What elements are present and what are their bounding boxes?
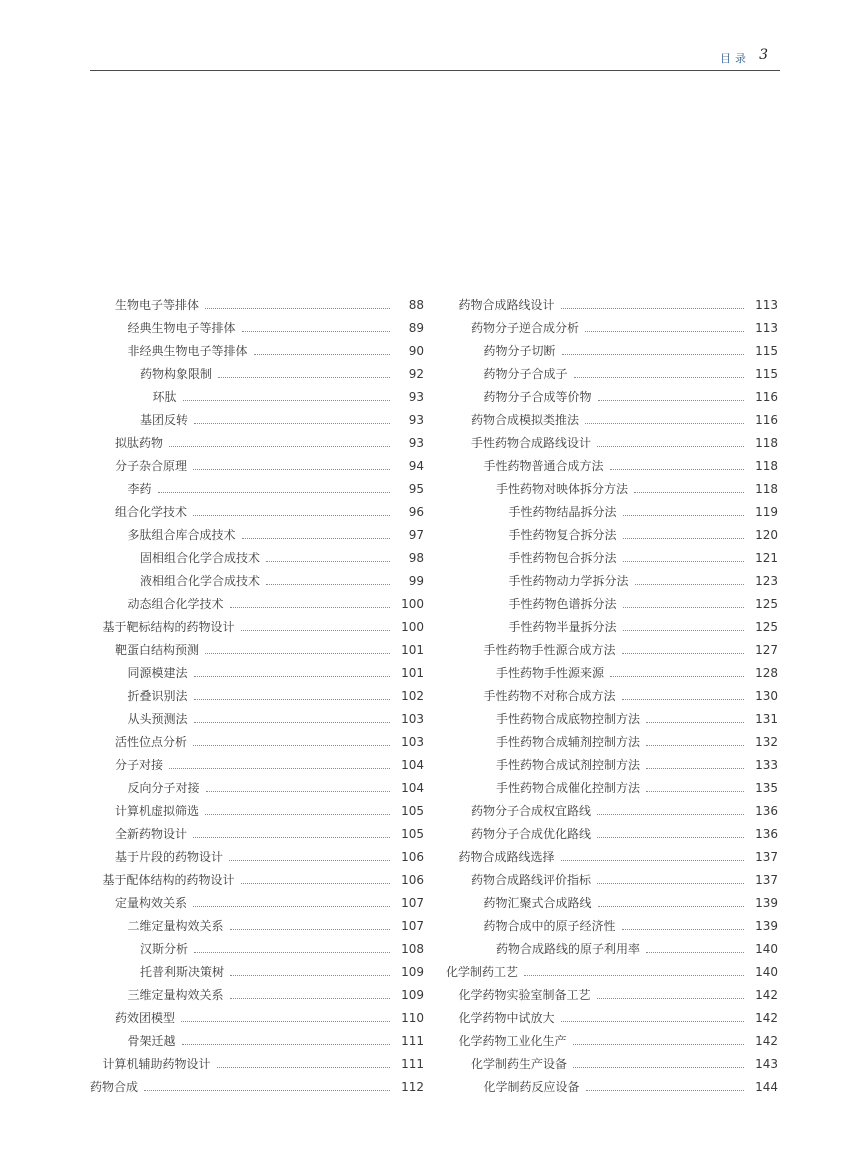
toc-entry xyxy=(446,340,778,363)
toc-entry-title: 药物分子合成等价物 xyxy=(483,390,592,404)
toc-entry xyxy=(446,1053,778,1076)
toc-dot-leader xyxy=(194,699,390,700)
toc-dot-leader xyxy=(623,561,744,562)
toc-entry-page: 121 xyxy=(755,551,778,565)
toc-entry xyxy=(90,662,424,685)
toc-entry xyxy=(446,501,778,524)
toc-entry-page: 112 xyxy=(401,1080,424,1094)
toc-entry xyxy=(90,708,424,731)
toc-dot-leader xyxy=(194,423,390,424)
toc-entry xyxy=(90,915,424,938)
toc-entry-title: 手性药物包合拆分法 xyxy=(508,551,617,565)
toc-entry-title: 折叠识别法 xyxy=(127,689,188,703)
toc-entry xyxy=(90,639,424,662)
toc-entry-title: 全新药物设计 xyxy=(115,827,188,841)
toc-dot-leader xyxy=(193,469,390,470)
toc-dot-leader xyxy=(597,998,744,999)
toc-entry-title: 液相组合化学合成技术 xyxy=(140,574,261,588)
toc-entry-title: 药物合成路线的原子利用率 xyxy=(496,942,641,956)
toc-dot-leader xyxy=(194,952,390,953)
toc-column-right xyxy=(446,294,778,1099)
toc-entry-title: 生物电子等排体 xyxy=(115,298,200,312)
toc-entry-page: 142 xyxy=(755,988,778,1002)
toc-entry-title: 手性药物对映体拆分方法 xyxy=(496,482,629,496)
toc-entry xyxy=(90,547,424,570)
header-page-number: 3 xyxy=(759,47,768,63)
toc-dot-leader xyxy=(634,492,744,493)
toc-entry-title: 手性药物普通合成方法 xyxy=(483,459,604,473)
toc-entry-title: 手性药物不对称合成方法 xyxy=(483,689,616,703)
toc-dot-leader xyxy=(597,883,744,884)
toc-entry-page: 142 xyxy=(755,1034,778,1048)
toc-entry-page: 118 xyxy=(755,459,778,473)
toc-entry-page: 118 xyxy=(755,482,778,496)
toc-entry-page: 93 xyxy=(408,390,424,404)
toc-entry-title: 手性药物结晶拆分法 xyxy=(508,505,617,519)
toc-entry xyxy=(446,432,778,455)
toc-entry-title: 手性药物复合拆分法 xyxy=(508,528,617,542)
toc-entry-title: 药物分子合成权宜路线 xyxy=(471,804,592,818)
toc-entry-title: 手性药物动力学拆分法 xyxy=(508,574,629,588)
toc-entry-page: 93 xyxy=(408,436,424,450)
toc-dot-leader xyxy=(585,423,744,424)
toc-dot-leader xyxy=(598,906,744,907)
toc-entry xyxy=(90,938,424,961)
toc-entry-page: 95 xyxy=(408,482,424,496)
toc-dot-leader xyxy=(573,1067,744,1068)
toc-entry xyxy=(446,294,778,317)
toc-entry-title: 定量构效关系 xyxy=(115,896,188,910)
toc-entry xyxy=(90,731,424,754)
toc-entry xyxy=(446,409,778,432)
toc-entry xyxy=(446,915,778,938)
toc-entry-title: 药物分子合成子 xyxy=(483,367,568,381)
toc-dot-leader xyxy=(562,354,744,355)
toc-entry xyxy=(446,570,778,593)
toc-dot-leader xyxy=(169,768,390,769)
toc-entry-page: 115 xyxy=(755,367,778,381)
toc-entry xyxy=(90,800,424,823)
toc-entry-page: 101 xyxy=(401,666,424,680)
toc-dot-leader xyxy=(218,377,390,378)
toc-entry-page: 144 xyxy=(755,1080,778,1094)
toc-entry xyxy=(446,777,778,800)
toc-entry xyxy=(446,524,778,547)
toc-dot-leader xyxy=(622,929,744,930)
toc-entry-page: 101 xyxy=(401,643,424,657)
toc-dot-leader xyxy=(623,607,744,608)
toc-entry-page: 120 xyxy=(755,528,778,542)
toc-entry-title: 计算机虚拟筛选 xyxy=(115,804,200,818)
toc-entry-page: 105 xyxy=(401,804,424,818)
toc-entry-title: 反向分子对接 xyxy=(127,781,200,795)
toc-dot-leader xyxy=(585,331,744,332)
toc-entry-page: 136 xyxy=(755,827,778,841)
toc-dot-leader xyxy=(622,699,744,700)
toc-entry xyxy=(90,294,424,317)
toc-entry xyxy=(90,846,424,869)
toc-entry-title: 活性位点分析 xyxy=(115,735,188,749)
toc-entry-title: 药物构象限制 xyxy=(140,367,213,381)
toc-dot-leader xyxy=(646,722,744,723)
toc-dot-leader xyxy=(623,630,744,631)
toc-entry-title: 靶蛋白结构预测 xyxy=(115,643,200,657)
toc-entry xyxy=(90,386,424,409)
toc-entry-title: 分子杂合原理 xyxy=(115,459,188,473)
toc-entry-title: 手性药物合成催化控制方法 xyxy=(496,781,641,795)
toc-entry-page: 118 xyxy=(755,436,778,450)
toc-dot-leader xyxy=(193,906,390,907)
toc-entry-title: 基于片段的药物设计 xyxy=(115,850,224,864)
running-header xyxy=(90,44,780,71)
toc-entry-page: 133 xyxy=(755,758,778,772)
toc-entry-title: 药物合成路线选择 xyxy=(458,850,555,864)
toc-entry xyxy=(90,869,424,892)
toc-entry-page: 127 xyxy=(755,643,778,657)
toc-entry-title: 手性药物半量拆分法 xyxy=(508,620,617,634)
toc-entry-title: 二维定量构效关系 xyxy=(127,919,224,933)
toc-dot-leader xyxy=(524,975,744,976)
toc-entry-page: 128 xyxy=(755,666,778,680)
toc-entry-page: 106 xyxy=(401,850,424,864)
toc-entry xyxy=(90,478,424,501)
toc-dot-leader xyxy=(586,1090,744,1091)
toc-entry xyxy=(446,547,778,570)
toc-dot-leader xyxy=(230,975,390,976)
toc-dot-leader xyxy=(206,791,390,792)
toc-entry-title: 动态组合化学技术 xyxy=(127,597,224,611)
toc-entry-title: 三维定量构效关系 xyxy=(127,988,224,1002)
toc-dot-leader xyxy=(597,814,744,815)
toc-entry-title: 化学药物工业化生产 xyxy=(458,1034,567,1048)
toc-entry-title: 药物合成路线评价指标 xyxy=(471,873,592,887)
toc-entry xyxy=(446,938,778,961)
toc-entry-page: 108 xyxy=(401,942,424,956)
toc-dot-leader xyxy=(635,584,744,585)
toc-entry-title: 基于靶标结构的药物设计 xyxy=(102,620,235,634)
toc-entry xyxy=(90,317,424,340)
toc-dot-leader xyxy=(242,538,390,539)
toc-entry-title: 非经典生物电子等排体 xyxy=(127,344,248,358)
toc-dot-leader xyxy=(646,745,744,746)
toc-entry-title: 环肽 xyxy=(152,390,177,404)
toc-entry xyxy=(90,340,424,363)
toc-entry-title: 药物分子逆合成分析 xyxy=(471,321,580,335)
toc-entry-page: 102 xyxy=(401,689,424,703)
toc-entry-page: 99 xyxy=(408,574,424,588)
toc-entry xyxy=(90,754,424,777)
toc-entry-page: 90 xyxy=(408,344,424,358)
toc-entry-page: 116 xyxy=(755,390,778,404)
toc-entry-title: 手性药物色谱拆分法 xyxy=(508,597,617,611)
toc-entry-page: 100 xyxy=(401,620,424,634)
toc-entry-page: 89 xyxy=(408,321,424,335)
toc-entry-title: 李药 xyxy=(127,482,152,496)
toc-entry-page: 98 xyxy=(408,551,424,565)
toc-entry xyxy=(446,800,778,823)
toc-entry xyxy=(90,1076,424,1099)
toc-entry-title: 基于配体结构的药物设计 xyxy=(102,873,235,887)
toc-entry xyxy=(446,754,778,777)
toc-entry-title: 化学药物实验室制备工艺 xyxy=(458,988,591,1002)
toc-entry-page: 135 xyxy=(755,781,778,795)
toc-entry-title: 骨架迁越 xyxy=(127,1034,176,1048)
toc-entry-title: 计算机辅助药物设计 xyxy=(102,1057,211,1071)
toc-entry-title: 药物汇聚式合成路线 xyxy=(483,896,592,910)
toc-dot-leader xyxy=(598,400,744,401)
toc-entry-title: 化学制药工艺 xyxy=(446,965,519,979)
toc-entry xyxy=(90,1030,424,1053)
toc-entry xyxy=(90,593,424,616)
toc-entry-page: 116 xyxy=(755,413,778,427)
toc-dot-leader xyxy=(193,745,390,746)
toc-dot-leader xyxy=(561,308,744,309)
toc-entry-title: 手性药物手性源合成方法 xyxy=(483,643,616,657)
toc-entry-page: 119 xyxy=(755,505,778,519)
toc-entry-page: 140 xyxy=(755,942,778,956)
toc-dot-leader xyxy=(229,860,390,861)
toc-dot-leader xyxy=(181,1021,390,1022)
toc-entry-page: 123 xyxy=(755,574,778,588)
toc-entry xyxy=(446,662,778,685)
toc-dot-leader xyxy=(194,676,390,677)
toc-entry-page: 104 xyxy=(401,758,424,772)
toc-dot-leader xyxy=(241,883,390,884)
toc-dot-leader xyxy=(193,837,390,838)
toc-entry xyxy=(90,892,424,915)
toc-entry-page: 88 xyxy=(408,298,424,312)
toc-entry xyxy=(446,593,778,616)
toc-entry xyxy=(446,616,778,639)
toc-dot-leader xyxy=(646,952,744,953)
toc-entry-page: 103 xyxy=(401,735,424,749)
toc-entry-page: 107 xyxy=(401,919,424,933)
toc-dot-leader xyxy=(254,354,390,355)
toc-dot-leader xyxy=(217,1067,390,1068)
toc-dot-leader xyxy=(205,308,390,309)
toc-entry xyxy=(446,869,778,892)
toc-dot-leader xyxy=(205,653,390,654)
toc-entry-page: 93 xyxy=(408,413,424,427)
toc-entry-page: 136 xyxy=(755,804,778,818)
toc-entry-page: 111 xyxy=(401,1034,424,1048)
toc-dot-leader xyxy=(230,929,390,930)
toc-entry xyxy=(446,846,778,869)
toc-entry-page: 100 xyxy=(401,597,424,611)
toc-dot-leader xyxy=(230,998,390,999)
toc-dot-leader xyxy=(266,584,390,585)
toc-dot-leader xyxy=(622,653,744,654)
toc-entry-page: 143 xyxy=(755,1057,778,1071)
toc-entry xyxy=(90,777,424,800)
toc-dot-leader xyxy=(573,1044,744,1045)
toc-entry-page: 130 xyxy=(755,689,778,703)
toc-dot-leader xyxy=(610,469,744,470)
toc-entry-title: 手性药物手性源来源 xyxy=(496,666,605,680)
toc-column-left xyxy=(90,294,424,1099)
toc-entry-title: 药物合成中的原子经济性 xyxy=(483,919,616,933)
toc-entry-page: 96 xyxy=(408,505,424,519)
toc-dot-leader xyxy=(194,722,390,723)
toc-entry-title: 汉斯分析 xyxy=(140,942,189,956)
toc-entry xyxy=(446,317,778,340)
toc-entry-page: 92 xyxy=(408,367,424,381)
toc-entry xyxy=(90,1007,424,1030)
toc-entry xyxy=(446,984,778,1007)
toc-dot-leader xyxy=(230,607,390,608)
toc-dot-leader xyxy=(597,837,744,838)
toc-entry-title: 经典生物电子等排体 xyxy=(127,321,236,335)
toc-entry xyxy=(446,892,778,915)
toc-entry xyxy=(446,708,778,731)
toc-entry xyxy=(90,432,424,455)
toc-entry-title: 药物分子切断 xyxy=(483,344,556,358)
toc-entry xyxy=(90,961,424,984)
toc-entry-page: 142 xyxy=(755,1011,778,1025)
toc-dot-leader xyxy=(623,538,744,539)
toc-entry-page: 107 xyxy=(401,896,424,910)
toc-dot-leader xyxy=(158,492,390,493)
toc-entry xyxy=(446,1030,778,1053)
toc-dot-leader xyxy=(242,331,390,332)
toc-entry-title: 药物合成模拟类推法 xyxy=(471,413,580,427)
toc-entry xyxy=(90,524,424,547)
toc-entry-title: 手性药物合成路线设计 xyxy=(471,436,592,450)
toc-entry-page: 109 xyxy=(401,988,424,1002)
toc-entry xyxy=(90,455,424,478)
toc-entry-page: 105 xyxy=(401,827,424,841)
toc-entry-title: 手性药物合成底物控制方法 xyxy=(496,712,641,726)
toc-entry-title: 化学制药反应设备 xyxy=(483,1080,580,1094)
toc-entry-title: 托普利斯决策树 xyxy=(140,965,225,979)
toc-entry xyxy=(446,478,778,501)
toc-entry-page: 131 xyxy=(755,712,778,726)
toc-entry xyxy=(446,1007,778,1030)
toc-dot-leader xyxy=(169,446,390,447)
toc-entry xyxy=(90,501,424,524)
toc-entry-title: 手性药物合成试剂控制方法 xyxy=(496,758,641,772)
toc-entry-page: 94 xyxy=(408,459,424,473)
toc-entry-page: 106 xyxy=(401,873,424,887)
toc-dot-leader xyxy=(646,768,744,769)
toc-entry xyxy=(90,823,424,846)
toc-entry-page: 113 xyxy=(755,321,778,335)
toc-dot-leader xyxy=(205,814,390,815)
toc-dot-leader xyxy=(646,791,744,792)
toc-dot-leader xyxy=(597,446,744,447)
toc-entry-page: 139 xyxy=(755,896,778,910)
toc-entry-page: 125 xyxy=(755,597,778,611)
header-section-title: 目录 xyxy=(720,52,750,65)
toc-entry xyxy=(446,961,778,984)
toc-dot-leader xyxy=(561,1021,744,1022)
toc-entry-page: 111 xyxy=(401,1057,424,1071)
toc-entry xyxy=(446,731,778,754)
toc-entry xyxy=(446,685,778,708)
toc-entry-title: 分子对接 xyxy=(115,758,164,772)
toc-entry-title: 拟肽药物 xyxy=(115,436,164,450)
toc-entry-page: 115 xyxy=(755,344,778,358)
toc-dot-leader xyxy=(241,630,390,631)
toc-entry xyxy=(90,616,424,639)
toc-entry-title: 药物合成 xyxy=(90,1080,139,1094)
toc-entry xyxy=(446,455,778,478)
toc-entry-page: 137 xyxy=(755,873,778,887)
toc-dot-leader xyxy=(182,1044,390,1045)
toc-entry-page: 104 xyxy=(401,781,424,795)
toc-entry-title: 化学制药生产设备 xyxy=(471,1057,568,1071)
toc-dot-leader xyxy=(561,860,744,861)
toc-entry-title: 固相组合化学合成技术 xyxy=(140,551,261,565)
toc-entry xyxy=(446,823,778,846)
toc-entry xyxy=(446,386,778,409)
toc-entry-title: 化学药物中试放大 xyxy=(458,1011,555,1025)
toc-entry xyxy=(90,685,424,708)
toc-entry-title: 多肽组合库合成技术 xyxy=(127,528,236,542)
toc-entry xyxy=(446,639,778,662)
toc-entry-page: 113 xyxy=(755,298,778,312)
toc-entry-title: 药物合成路线设计 xyxy=(458,298,555,312)
toc-entry xyxy=(90,570,424,593)
toc-entry xyxy=(90,409,424,432)
toc-dot-leader xyxy=(623,515,744,516)
toc-entry-page: 132 xyxy=(755,735,778,749)
toc-entry-title: 从头预测法 xyxy=(127,712,188,726)
toc-entry-title: 手性药物合成辅剂控制方法 xyxy=(496,735,641,749)
toc-entry-page: 139 xyxy=(755,919,778,933)
toc-dot-leader xyxy=(266,561,390,562)
toc-entry-page: 125 xyxy=(755,620,778,634)
toc-entry xyxy=(446,1076,778,1099)
toc-entry-page: 103 xyxy=(401,712,424,726)
toc-entry-page: 137 xyxy=(755,850,778,864)
toc-entry-title: 同源模建法 xyxy=(127,666,188,680)
toc-dot-leader xyxy=(183,400,390,401)
toc-dot-leader xyxy=(144,1090,390,1091)
toc-entry xyxy=(90,984,424,1007)
toc-entry-title: 组合化学技术 xyxy=(115,505,188,519)
toc-entry-page: 109 xyxy=(401,965,424,979)
toc-dot-leader xyxy=(574,377,744,378)
toc-entry xyxy=(90,1053,424,1076)
toc-dot-leader xyxy=(193,515,390,516)
toc-entry xyxy=(90,363,424,386)
toc-dot-leader xyxy=(610,676,744,677)
toc-entry-page: 110 xyxy=(401,1011,424,1025)
toc-entry-page: 97 xyxy=(408,528,424,542)
toc-entry-page: 140 xyxy=(755,965,778,979)
toc-entry-title: 药效团模型 xyxy=(115,1011,176,1025)
toc-entry-title: 药物分子合成优化路线 xyxy=(471,827,592,841)
toc-entry xyxy=(446,363,778,386)
toc-entry-title: 基团反转 xyxy=(140,413,189,427)
